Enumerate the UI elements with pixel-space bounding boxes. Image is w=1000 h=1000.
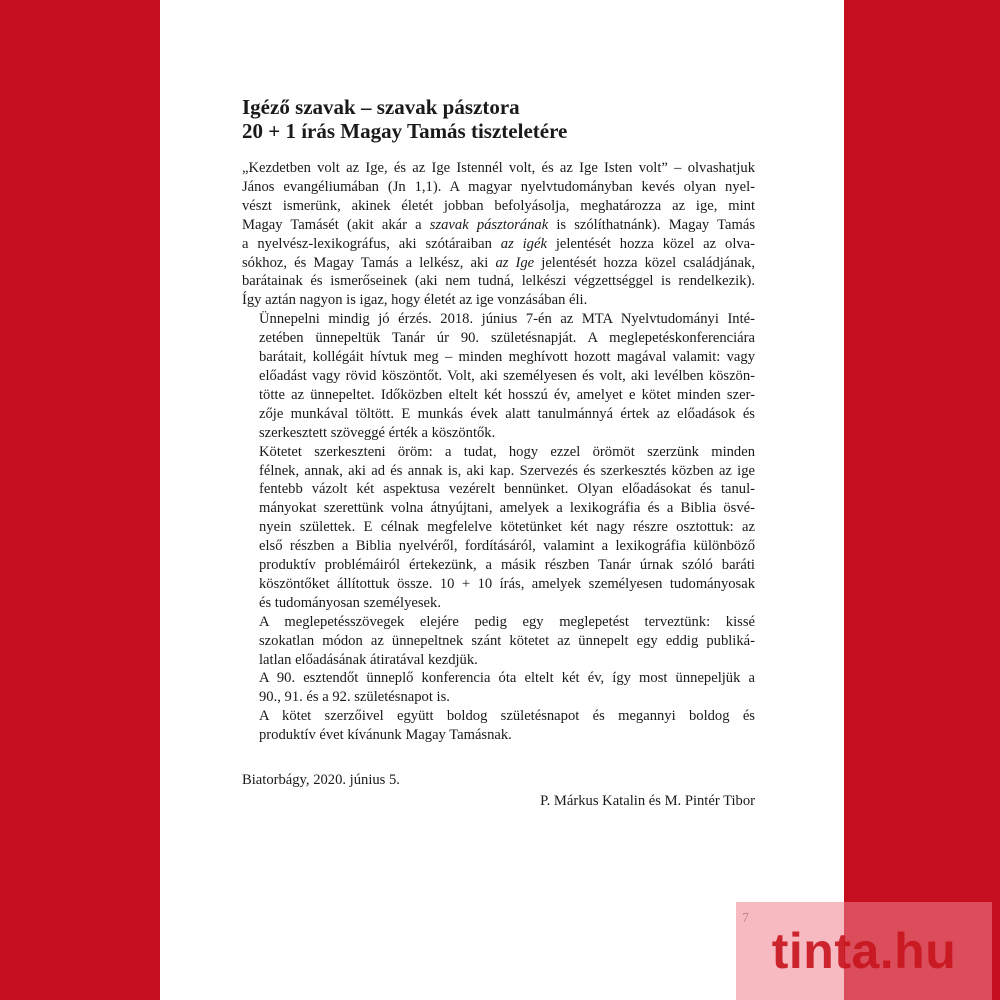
title-line-2: 20 + 1 írás Magay Tamás tiszteletére [242, 119, 568, 143]
paragraph [242, 613, 755, 670]
watermark-text: tinta.hu [771, 923, 957, 979]
text-line: vészt ismerünk, akinek életét jobban befolyásolja, meghatározza az ige, mint [242, 197, 755, 214]
text-line: barátainak és ismerőseinek (aki nem tudná, lelkészi végzettséggel is rendelkezik). [242, 273, 755, 290]
text-line: Így aztán nagyon is igaz, hogy életét az ige vonzásában éli. [242, 292, 588, 309]
body-text [242, 159, 755, 745]
text-line: János evangéliumában (Jn 1,1). A magyar nyelvtudományban kevés olyan nyel- [242, 178, 755, 195]
text-line: tötte az ünnepeltet. Időközben eltelt két hosszú év, amelyet e kötet minden szer- [259, 386, 755, 403]
text-line: produktív évet kívánunk Magay Tamásnak. [259, 727, 512, 744]
text-line: félnek, annak, aki ad és annak is, aki kap. Szervezés és szerkesztés közben az ige [259, 462, 755, 479]
text-line: mányokat szerettünk volna átnyújtani, amelyek a lexikográfia és a Biblia ösvé- [259, 500, 755, 517]
text-line: produktív problémáiról értekezünk, a másik részben Tanár úrnak szóló baráti [259, 557, 755, 574]
text-line: A 90. esztendőt ünneplő konferencia óta eltelt két év, így most ünnepeljük a [259, 670, 755, 687]
paragraph [242, 707, 755, 745]
text-line: Kötetet szerkeszteni öröm: a tudat, hogy ezzel örömöt szerzünk minden [259, 443, 755, 460]
text-line: sókhoz, és Magay Tamás a lelkész, aki az Ige jelentését hozza közel családjának, [242, 254, 756, 271]
authors-signature: P. Márkus Katalin és M. Pintér Tibor [540, 793, 755, 809]
text-line: 90., 91. és a 92. születésnapot is. [259, 689, 450, 706]
text-line: latlan előadásának átiratával kezdjük. [259, 651, 478, 668]
text-line: zője munkával töltött. E munkás évek alatt tanulmánnyá értek az előadások és [259, 405, 755, 422]
paragraph [242, 443, 755, 613]
text-line: barátait, kollégáit hívtuk meg – minden meghívott hozott magával valamit: vagy [259, 349, 755, 366]
page-title [242, 95, 755, 143]
place-date: Biatorbágy, 2020. június 5. [242, 772, 400, 789]
page-content [242, 95, 755, 811]
text-line: Magay Tamásét (akit akár a szavak pásztorának is szólíthatnánk). Magay Tamás [242, 216, 755, 233]
text-line: nyein születtek. E célnak megfelelve kötetünket két nagy részre osztottuk: az [259, 519, 755, 536]
text-line: köszöntőket állítottuk össze. 10 + 10 írás, amelyek személyesen tudományosak [259, 575, 755, 592]
title-line-1: Igéző szavak – szavak pásztora [242, 95, 520, 119]
text-line: és tudományosan személyesek. [259, 594, 441, 611]
book-page [160, 0, 844, 1000]
text-line: szerkesztett szöveggé érték a köszöntők. [259, 424, 496, 441]
paragraph [242, 669, 755, 707]
text-line: zetében ünnepeltük Tanár úr 90. születésnapját. A meglepetéskonferenciára [259, 330, 755, 347]
paragraph [242, 310, 755, 442]
text-line: Ünnepelni mindig jó érzés. 2018. június 7-én az MTA Nyelvtudományi Inté- [259, 311, 755, 328]
paragraph [242, 159, 755, 310]
text-line: „Kezdetben volt az Ige, és az Ige Istennél volt, és az Ige Isten volt” – olvashatjuk [242, 160, 755, 176]
text-line: a nyelvész-lexikográfus, aki szótáraiban az igék jelentését hozza közel az olva- [242, 235, 756, 252]
text-line: előadást vagy rövid köszöntőt. Volt, aki személyesen és volt, aki levélben köszön- [259, 367, 755, 384]
text-line: fentebb vázolt két aspektusa vezérelt bennünket. Olyan előadásokat és tanul- [259, 481, 755, 498]
text-line: A kötet szerzőivel együtt boldog születésnapot és megannyi boldog és [259, 708, 755, 725]
watermark [736, 902, 992, 1000]
text-line: első részben a Biblia nyelvéről, fordításáról, valamint a lexikográfia különböző [259, 538, 755, 555]
text-line: A meglepetésszövegek elejére pedig egy meglepetést terveztünk: kissé [259, 613, 755, 630]
text-line: szokatlan módon az ünnepeltnek szánt kötetet az ünnepelt egy eddig publiká- [259, 632, 755, 649]
